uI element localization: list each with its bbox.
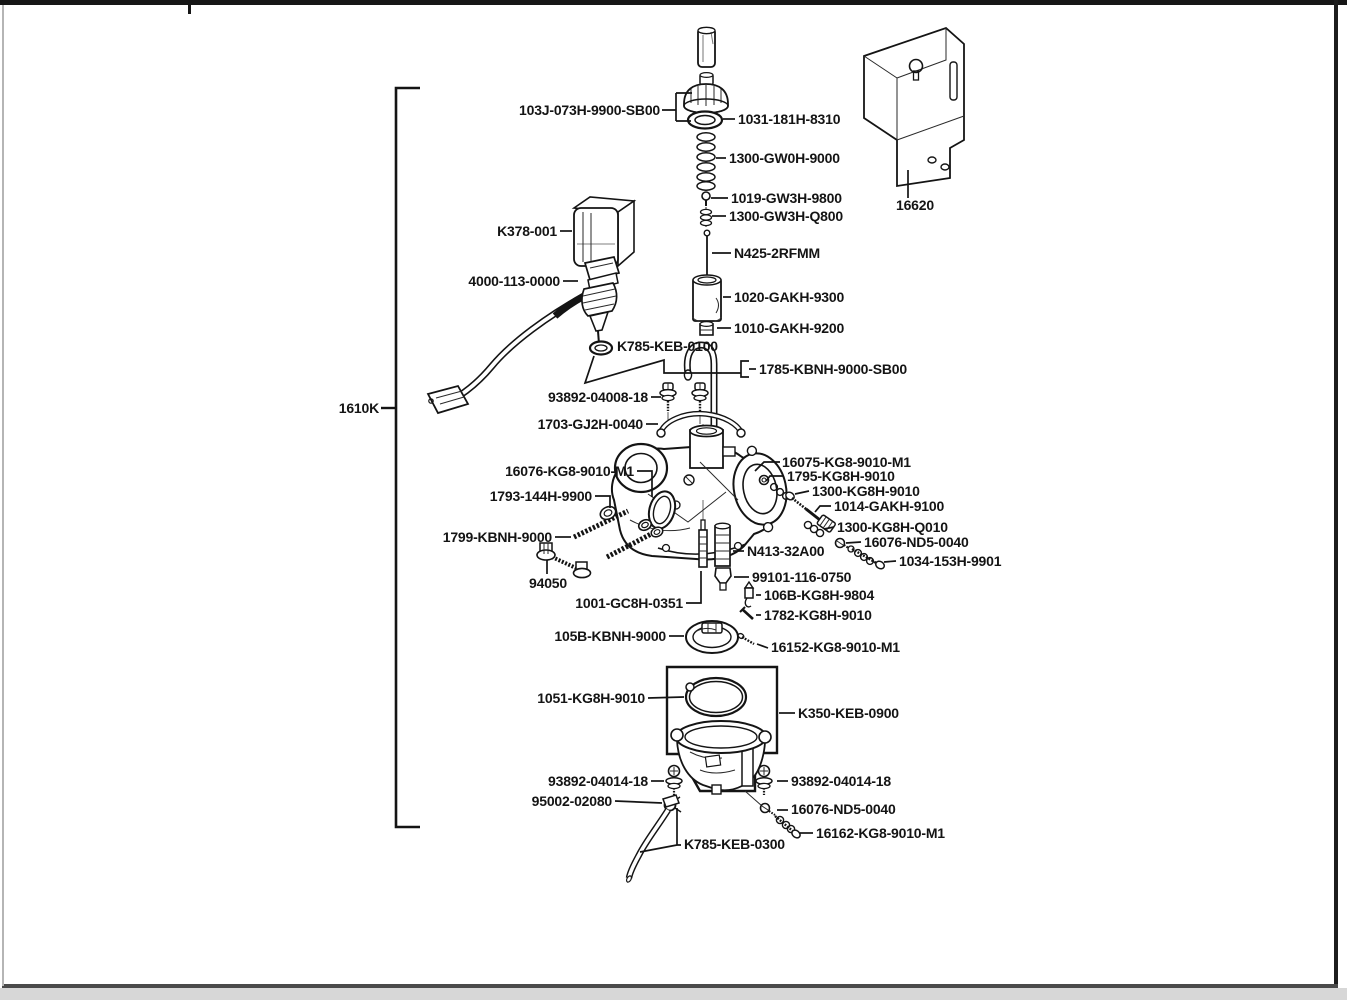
part-label-K350-KEB-0900: K350-KEB-0900	[798, 705, 899, 721]
frame-top-rule	[0, 0, 1347, 5]
frame-right-rule	[1334, 0, 1338, 988]
float	[686, 621, 738, 653]
part-label-93892-04008-18: 93892-04008-18	[548, 389, 648, 405]
part-label-103J-073H-9900-SB00: 103J-073H-9900-SB00	[519, 102, 660, 118]
part-label-1020-GAKH-9300: 1020-GAKH-9300	[734, 289, 845, 305]
part-label-93892-04014-18-left: 93892-04014-18	[548, 773, 648, 789]
part-label-1014-GAKH-9100: 1014-GAKH-9100	[834, 498, 945, 514]
part-label-K785-KEB-0300: K785-KEB-0300	[684, 836, 785, 852]
part-label-105B-KBNH-9000: 105B-KBNH-9000	[554, 628, 666, 644]
part-label-16076-KG8-9010-M1: 16076-KG8-9010-M1	[505, 463, 634, 479]
group-label-1610K: 1610K	[338, 400, 379, 416]
part-label-95002-02080: 95002-02080	[531, 793, 612, 809]
part-label-1782-KG8H-9010: 1782-KG8H-9010	[764, 607, 872, 623]
part-label-1031-181H-8310: 1031-181H-8310	[738, 111, 841, 127]
cdi-unit-k378	[574, 197, 634, 266]
cable-adjuster-tube	[698, 27, 715, 67]
frame-left-rule	[2, 5, 4, 986]
part-label-1795-KG8H-9010: 1795-KG8H-9010	[787, 468, 895, 484]
frame-bottom-strip	[0, 988, 1347, 1000]
part-label-94050: 94050	[529, 575, 567, 591]
part-label-16162-KG8-9010-M1: 16162-KG8-9010-M1	[816, 825, 945, 841]
choke-o-ring	[590, 342, 612, 355]
part-label-16076-ND5-0040-a: 16076-ND5-0040	[864, 534, 969, 550]
part-label-16620: 16620	[896, 197, 934, 213]
part-label-1019-GW3H-9800: 1019-GW3H-9800	[731, 190, 842, 206]
part-label-1051-KG8H-9010: 1051-KG8H-9010	[537, 690, 645, 706]
part-label-1010-GAKH-9200: 1010-GAKH-9200	[734, 320, 845, 336]
part-label-93892-04014-18-right: 93892-04014-18	[791, 773, 891, 789]
part-label-16075-KG8-9010-M1: 16075-KG8-9010-M1	[782, 454, 911, 470]
part-label-99101-116-0750: 99101-116-0750	[752, 569, 852, 585]
part-label-16152-KG8-9010-M1: 16152-KG8-9010-M1	[771, 639, 900, 655]
part-label-4000-113-0000: 4000-113-0000	[468, 273, 560, 289]
part-label-1785-KBNH-9000-SB00: 1785-KBNH-9000-SB00	[759, 361, 907, 377]
frame-top-tick	[188, 5, 191, 14]
part-label-1300-GW0H-9000: 1300-GW0H-9000	[729, 150, 840, 166]
part-label-1799-KBNH-9000: 1799-KBNH-9000	[442, 529, 552, 545]
frame-bottom-rule	[2, 984, 1338, 988]
small-spring	[701, 207, 712, 227]
part-label-1793-144H-9900: 1793-144H-9900	[489, 488, 592, 504]
part-label-1034-153H-9901: 1034-153H-9901	[899, 553, 1002, 569]
part-label-16076-ND5-0040-b: 16076-ND5-0040	[791, 801, 896, 817]
part-label-1300-KG8H-9010: 1300-KG8H-9010	[812, 483, 920, 499]
part-label-1300-KG8H-Q010: 1300-KG8H-Q010	[837, 519, 948, 535]
cap-o-ring	[688, 112, 722, 129]
part-label-1001-GC8H-0351: 1001-GC8H-0351	[575, 595, 683, 611]
part-label-K785-KEB-0100: K785-KEB-0100	[617, 338, 718, 354]
valve-seat-piece	[700, 322, 713, 335]
throttle-valve	[693, 275, 721, 322]
part-label-106B-KG8H-9804: 106B-KG8H-9804	[764, 587, 875, 603]
part-label-N425-2RFMM: N425-2RFMM	[734, 245, 820, 261]
part-label-1703-GJ2H-0040: 1703-GJ2H-0040	[537, 416, 643, 432]
part-label-1300-GW3H-Q800: 1300-GW3H-Q800	[729, 208, 843, 224]
part-label-N413-32A00: N413-32A00	[747, 543, 825, 559]
needle-jet	[715, 523, 730, 566]
part-label-K378-001: K378-001	[497, 223, 557, 239]
